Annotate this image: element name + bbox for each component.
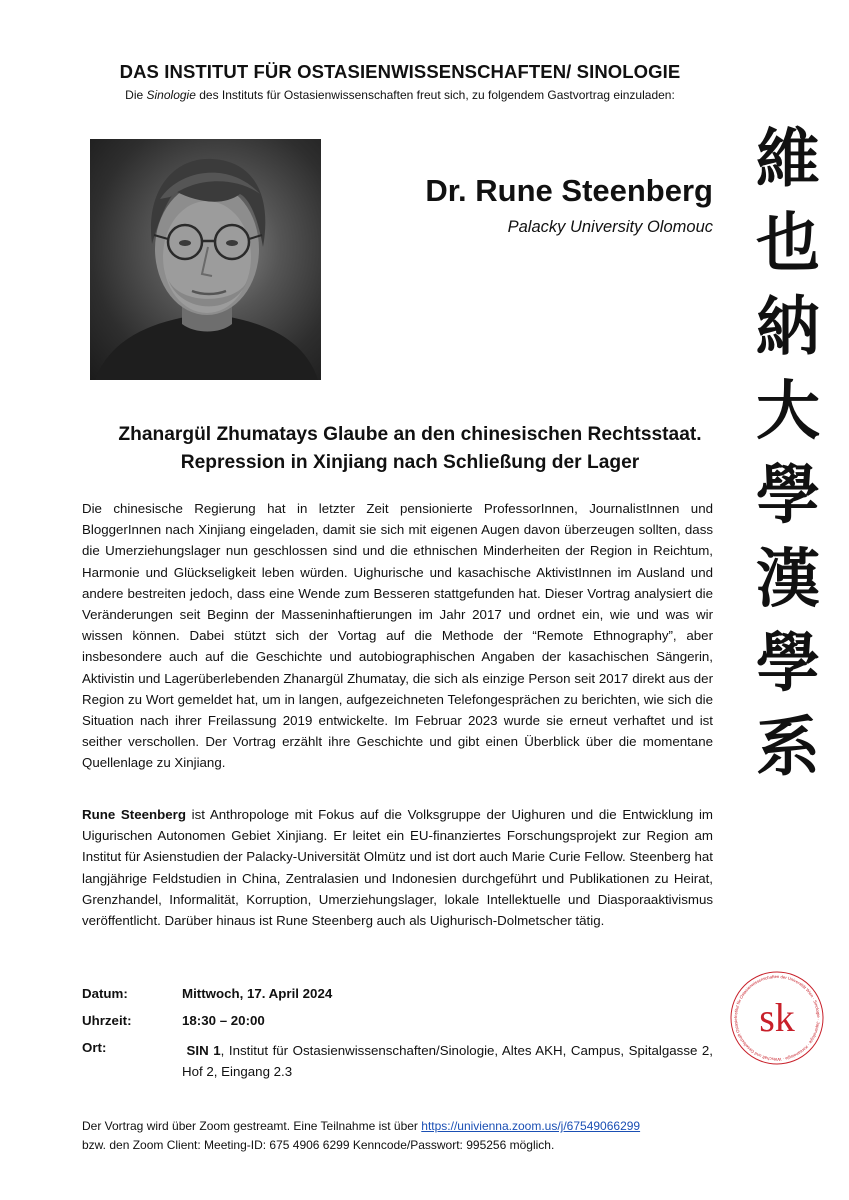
seal-mark: sk [759, 995, 795, 1040]
calligraphy-char: 學 [756, 626, 820, 701]
abstract-paragraph: Die chinesische Regierung hat in letzter Zeit pensionierte ProfessorInnen, JournalistInnen und BloggerInnen nach Xinjiang eingeladen, damit sie sich mit eigenen Augen davon überzeugen sollten, dass die Umerziehungslager nun geschlossen sind und die ethnischen Minderheiten der Region in Reichtum, Harmonie und Glückseligkeit leben würden. Uighurische und kasachische AktivistInnen im Ausland und andere bestreiten jedoch, dass eine Wende zum Besseren stattgefunden hat. Dieser Vortrag analysiert die Veränderungen seit Beginn der Masseninhaftierungen im Jahr 2017 und ordnet ein, wie und was wir wissen können. Dabei stützt sich der Vortag auf die Methode der “Remote Ethnography”, aber insbesondere auch auf die Geschichte und autobiographischen Angaben der kasachischen Sängerin, Aktivistin und Lagerüberlebenden Zhanargül Zhumatay, die sich als einzige Person seit 2017 direkt aus der Region zu Wort gemeldet hat, um in langen, aufgezeichneten Telefongesprächen zu berichten, wie sich die Situation nach ihrer Freilassung 2019 entwickelte. Im Februar 2023 wurde sie erneut verhaftet und ist seither verschollen. Der Vortrag erzählt ihre Geschichte und gibt einen Überblick über die momentane Quellenlage zu Xinjiang. [82, 501, 713, 771]
calligraphy-column [738, 118, 838, 790]
zoom-link[interactable]: https://univienna.zoom.us/j/67549066299 [421, 1119, 641, 1133]
event-details [82, 986, 713, 1079]
talk-title-line2: Repression in Xinjiang nach Schließung der Lager [180, 452, 640, 473]
speaker-name: Dr. Rune Steenberg [425, 173, 713, 208]
date-row [82, 986, 713, 1013]
speaker-portrait [90, 139, 321, 380]
talk-title-line1: Zhanargül Zhumatays Glaube an den chinesischen Rechtsstaat. [118, 424, 702, 445]
time-label: Uhrzeit: [82, 1013, 132, 1028]
bio-paragraph [82, 804, 713, 931]
talk-title [60, 421, 760, 477]
place-row [82, 1040, 713, 1079]
time-row [82, 1013, 713, 1040]
header-subtitle: Die Sinologie des Instituts für Ostasienwissenschaften freut sich, zu folgendem Gastvortrag einzuladen: [125, 88, 675, 102]
calligraphy-char: 系 [756, 710, 820, 785]
institute-seal-logo [727, 968, 827, 1068]
calligraphy-char: 也 [756, 206, 820, 281]
calligraphy-char: 維 [756, 122, 820, 197]
date-value: Mittwoch, 17. April 2024 [182, 986, 333, 1001]
bio-text: ist Anthropologe mit Fokus auf die Volksgruppe der Uighuren und die Entwicklung im Uigurischen Autonomen Gebiet Xinjiang. Er leitet ein EU-finanziertes Forschungsprojekt zur Region am Institut für Asienstudien der Palacky-Universität Olmütz und ist dort auch Marie Curie Fellow. Steenberg hat langjährige Feldstudien in China, Zentralasien und Indonesien durchgeführt und Publikationen zu Heirat, Grenzhandel, Informalität, Korruption, Umerziehungslager, lokale Intellektuelle und Diasporaaktivismus veröffentlicht. Darüber hinaus ist Rune Steenberg auch als Uighurisch-Dolmetscher tätig. [82, 807, 713, 929]
sinologie-emphasis: Sinologie [146, 88, 196, 102]
seal-ring-text: Institut für Ostasienwissenschaften der Universität Wien · Sinologie · Japanologie · Koreanologie · Wirtschaft und Gesellschaft Ostasie [732, 973, 822, 1063]
place-label: Ort: [82, 1040, 107, 1055]
speaker-affiliation: Palacky University Olomouc [507, 218, 713, 236]
date-label: Datum: [82, 986, 128, 1001]
calligraphy-char: 學 [756, 458, 820, 533]
header-title: DAS INSTITUT FÜR OSTASIENWISSENSCHAFTEN/ SINOLOGIE [119, 61, 681, 82]
calligraphy-char: 納 [756, 290, 820, 365]
place-room: SIN 1 [186, 1043, 221, 1058]
place-value: SIN 1, Institut für Ostasienwissenschaften/Sinologie, Altes AKH, Campus, Spitalgasse 2, Hof 2, Eingang 2.3 [182, 1043, 713, 1079]
time-value: 18:30 – 20:00 [182, 1013, 265, 1028]
calligraphy-char: 漢 [756, 542, 820, 617]
calligraphy-char: 大 [756, 374, 820, 449]
bio-name: Rune Steenberg [82, 807, 186, 822]
footer-zoom-info: Der Vortrag wird über Zoom gestreamt. Eine Teilnahme ist über https://univienna.zoom.us/j/67549066299 bzw. den Zoom Client: Meeting-ID: 675 4906 6299 Kenncode/Passwort: 995256 möglich. [82, 1119, 641, 1152]
